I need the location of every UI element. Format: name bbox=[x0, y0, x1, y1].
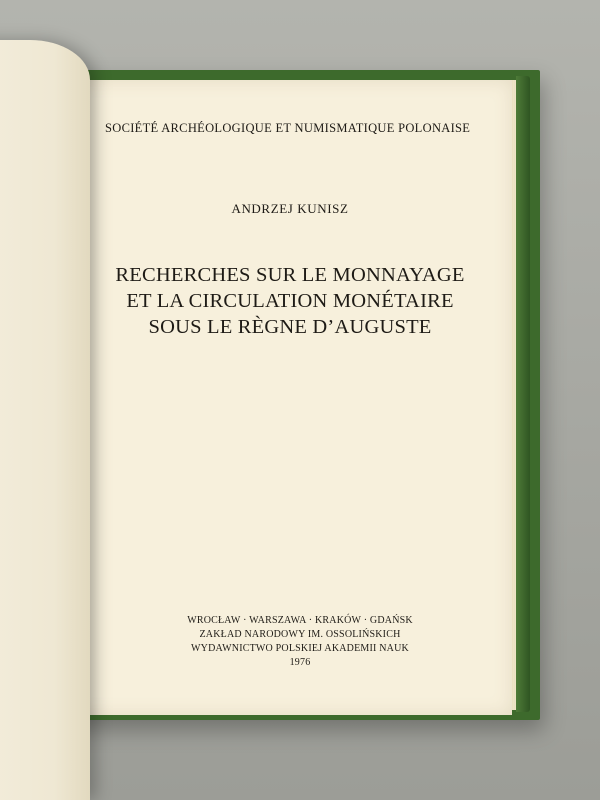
publisher-block bbox=[160, 614, 440, 670]
society-name: SOCIÉTÉ ARCHÉOLOGIQUE ET NUMISMATIQUE POLONAISE bbox=[105, 121, 471, 135]
cover-edge bbox=[516, 76, 530, 712]
publisher-cities: WROCŁAW · WARSZAWA · KRAKÓW · GDAŃSK bbox=[187, 615, 413, 626]
book-title bbox=[80, 262, 500, 340]
publisher-line: ZAKŁAD NARODOWY IM. OSSOLIŃSKICH bbox=[199, 629, 401, 640]
title-line: RECHERCHES SUR LE MONNAYAGE bbox=[115, 264, 465, 286]
title-line: ET LA CIRCULATION MONÉTAIRE bbox=[126, 290, 454, 312]
left-page-curl bbox=[0, 40, 90, 800]
publisher-line: WYDAWNICTWO POLSKIEJ AKADEMII NAUK bbox=[191, 643, 409, 654]
title-line: SOUS LE RÈGNE D’AUGUSTE bbox=[148, 316, 432, 338]
author-name: ANDRZEJ KUNISZ bbox=[231, 201, 349, 216]
publication-year: 1976 bbox=[289, 657, 311, 668]
